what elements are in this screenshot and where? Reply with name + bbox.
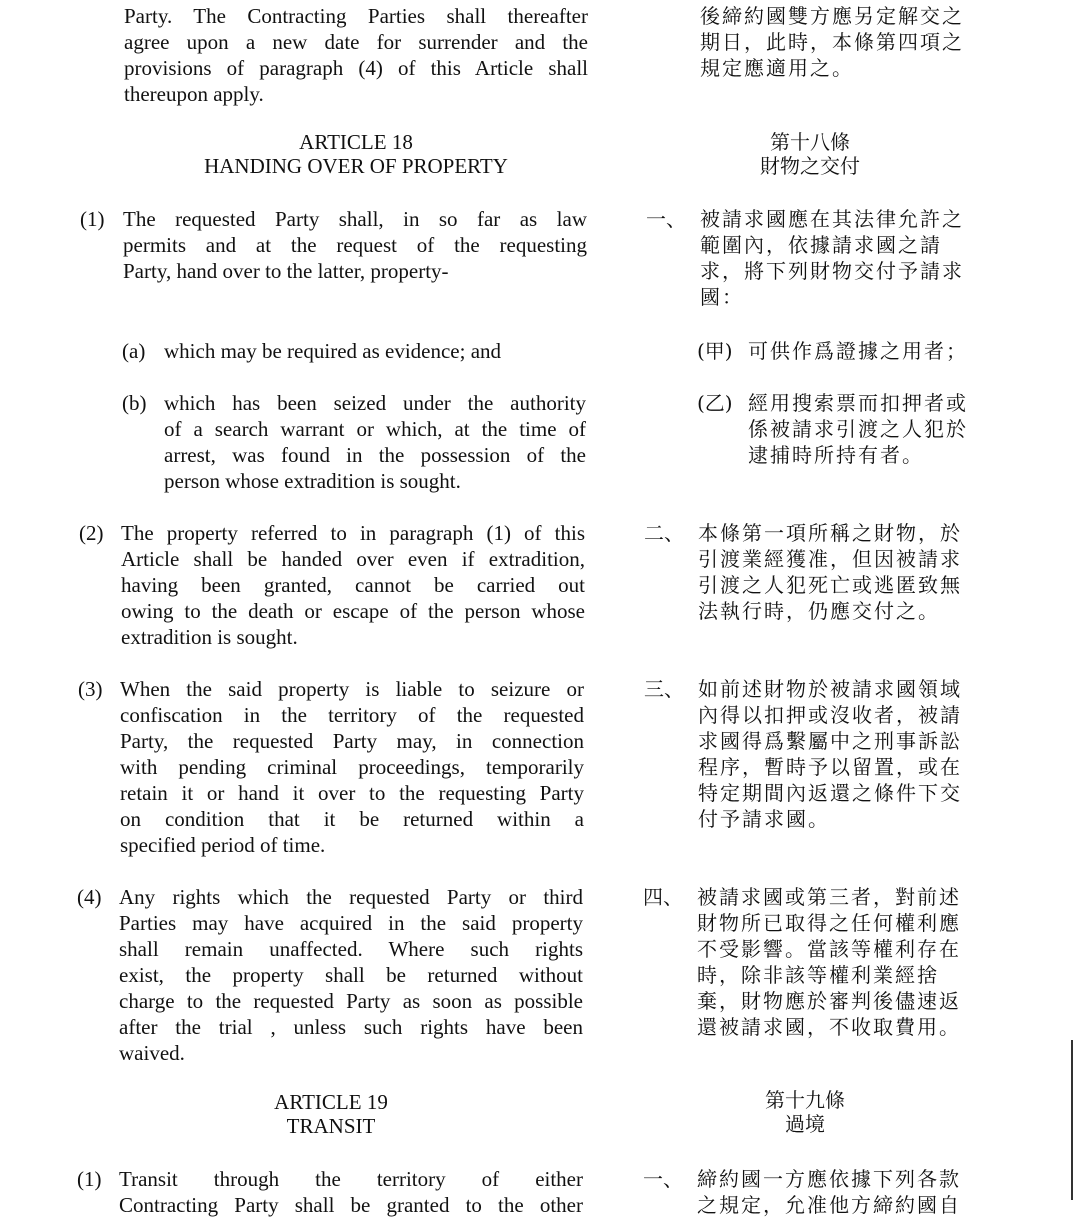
text-line: permits and at the request of the requesting: [123, 233, 587, 257]
text-line: 引渡業經獲准，但因被請求: [698, 547, 962, 571]
text-line: which may be required as evidence; and: [164, 339, 502, 363]
text-line: 國：: [700, 285, 744, 309]
text-line: 不受影響。當該等權利存在: [697, 937, 961, 961]
text-line: provisions of paragraph (4) of this Article shall: [124, 56, 588, 80]
article-18-p1-en: [123, 206, 587, 284]
text-line: agree upon a new date for surrender and the: [124, 30, 588, 54]
text-line: confiscation in the territory of the requested: [120, 703, 584, 727]
text-line: 財物所已取得之任何權利應: [697, 911, 961, 935]
text-line: Party, the requested Party may, in connection: [120, 729, 584, 753]
text-line: after the trial , unless such rights have been: [119, 1015, 583, 1039]
scan-edge-line: [1071, 1040, 1073, 1200]
text-line: 後締約國雙方應另定解交之: [700, 4, 964, 28]
article-18-pa-zh: [748, 338, 968, 364]
paragraph-number: (4): [77, 885, 102, 909]
article-title: 第十九條: [765, 1088, 845, 1112]
text-line: Party. The Contracting Parties shall thereafter: [124, 4, 588, 28]
article-18-p2-zh: [698, 520, 962, 624]
text-line: on condition that it be returned within a: [120, 807, 584, 831]
article-18-p2-en: [121, 520, 585, 650]
article-18-p3-zh: [698, 676, 962, 832]
article-subtitle: 過境: [785, 1112, 825, 1136]
intro-zh: [700, 3, 964, 81]
article-19-heading-en: [99, 1090, 563, 1138]
paragraph-number: (3): [78, 677, 103, 701]
article-18-heading-zh: [700, 130, 920, 178]
article-18-pa-en: [164, 338, 588, 364]
paragraph-number: (1): [80, 207, 105, 231]
article-subtitle: 財物之交付: [760, 154, 860, 178]
text-line: 期日，此時，本條第四項之: [700, 30, 964, 54]
article-18-p3-en: [120, 676, 584, 858]
text-line: 被請求國或第三者，對前述: [697, 885, 961, 909]
text-line: 程序，暫時予以留置，或在: [698, 755, 962, 779]
text-line: of a search warrant or which, at the time of: [164, 417, 586, 441]
text-line: which has been seized under the authority: [164, 391, 586, 415]
text-line: The property referred to in paragraph (1) of this: [121, 521, 585, 545]
text-line: specified period of time.: [120, 833, 326, 857]
subparagraph-number: (b): [122, 391, 147, 415]
text-line: 特定期間內返還之條件下交: [698, 781, 962, 805]
text-line: having been granted, cannot be carried out: [121, 573, 585, 597]
text-line: 本條第一項所稱之財物，於: [698, 521, 962, 545]
article-18-pb-zh: [748, 390, 968, 468]
text-line: 逮捕時所持有者。: [748, 443, 924, 467]
article-title: 第十八條: [770, 130, 850, 154]
text-line: 經用搜索票而扣押者或: [748, 391, 968, 415]
subparagraph-number-zh: (乙): [697, 391, 733, 415]
text-line: owing to the death or escape of the person whose: [121, 599, 585, 623]
text-line: Article shall be handed over even if extradition,: [121, 547, 585, 571]
text-line: 範圍內，依據請求國之請: [700, 233, 942, 257]
text-line: 引渡之人犯死亡或逃匿致無: [698, 573, 962, 597]
text-line: person whose extradition is sought.: [164, 469, 461, 493]
text-line: 被請求國應在其法律允許之: [700, 207, 964, 231]
article-title: ARTICLE 18: [299, 130, 413, 154]
article-19-p1-en: [119, 1166, 583, 1218]
text-line: arrest, was found in the possession of the: [164, 443, 586, 467]
text-line: shall remain unaffected. Where such rights: [119, 937, 583, 961]
paragraph-number-zh: 四、: [643, 885, 683, 909]
paragraph-number-zh: 一、: [646, 207, 686, 231]
text-line: 係被請求引渡之人犯於: [748, 417, 968, 441]
article-18-p1-zh: [700, 206, 964, 310]
text-line: 時，除非該等權利業經捨: [697, 963, 939, 987]
text-line: Transit through the territory of either: [119, 1167, 583, 1191]
text-line: 內得以扣押或沒收者，被請: [698, 703, 962, 727]
text-line: retain it or hand it over to the requesting Party: [120, 781, 584, 805]
paragraph-number-zh: 二、: [644, 521, 684, 545]
text-line: with pending criminal proceedings, temporarily: [120, 755, 584, 779]
text-line: When the said property is liable to seizure or: [120, 677, 584, 701]
text-line: 還被請求國，不收取費用。: [697, 1015, 961, 1039]
text-line: Parties may have acquired in the said property: [119, 911, 583, 935]
text-line: 之規定，允准他方締約國自: [697, 1193, 961, 1217]
article-18-p4-en: [119, 884, 583, 1066]
text-line: 可供作爲證據之用者；: [748, 339, 968, 363]
text-line: Any rights which the requested Party or third: [119, 885, 583, 909]
text-line: thereupon apply.: [124, 82, 264, 106]
article-19-heading-zh: [695, 1088, 915, 1136]
text-line: 締約國一方應依據下列各款: [697, 1167, 961, 1191]
text-line: extradition is sought.: [121, 625, 298, 649]
text-line: 求國得爲繫屬中之刑事訴訟: [698, 729, 962, 753]
text-line: Contracting Party shall be granted to the other: [119, 1193, 583, 1217]
text-line: 如前述財物於被請求國領域: [698, 677, 962, 701]
article-18-pb-en: [164, 390, 586, 494]
text-line: 棄，財物應於審判後儘速返: [697, 989, 961, 1013]
text-line: The requested Party shall, in so far as law: [123, 207, 587, 231]
text-line: Party, hand over to the latter, property-: [123, 259, 449, 283]
text-line: 求，將下列財物交付予請求: [700, 259, 964, 283]
text-line: waived.: [119, 1041, 185, 1065]
subparagraph-number-zh: (甲): [697, 339, 733, 363]
text-line: 法執行時，仍應交付之。: [698, 599, 940, 623]
subparagraph-number: (a): [122, 339, 146, 363]
paragraph-number-zh: 三、: [644, 677, 684, 701]
paragraph-number: (2): [79, 521, 104, 545]
article-subtitle: TRANSIT: [286, 1114, 376, 1138]
article-title: ARTICLE 19: [274, 1090, 388, 1114]
paragraph-number-zh: 一、: [643, 1167, 683, 1191]
article-19-p1-zh: [697, 1166, 961, 1218]
article-18-heading-en: [124, 130, 588, 178]
text-line: 付予請求國。: [698, 807, 830, 831]
text-line: exist, the property shall be returned without: [119, 963, 583, 987]
article-subtitle: HANDING OVER OF PROPERTY: [204, 154, 508, 178]
text-line: 規定應適用之。: [700, 56, 854, 80]
article-18-p4-zh: [697, 884, 961, 1040]
paragraph-number: (1): [77, 1167, 102, 1191]
intro-en: [124, 3, 588, 107]
text-line: charge to the requested Party as soon as possible: [119, 989, 583, 1013]
